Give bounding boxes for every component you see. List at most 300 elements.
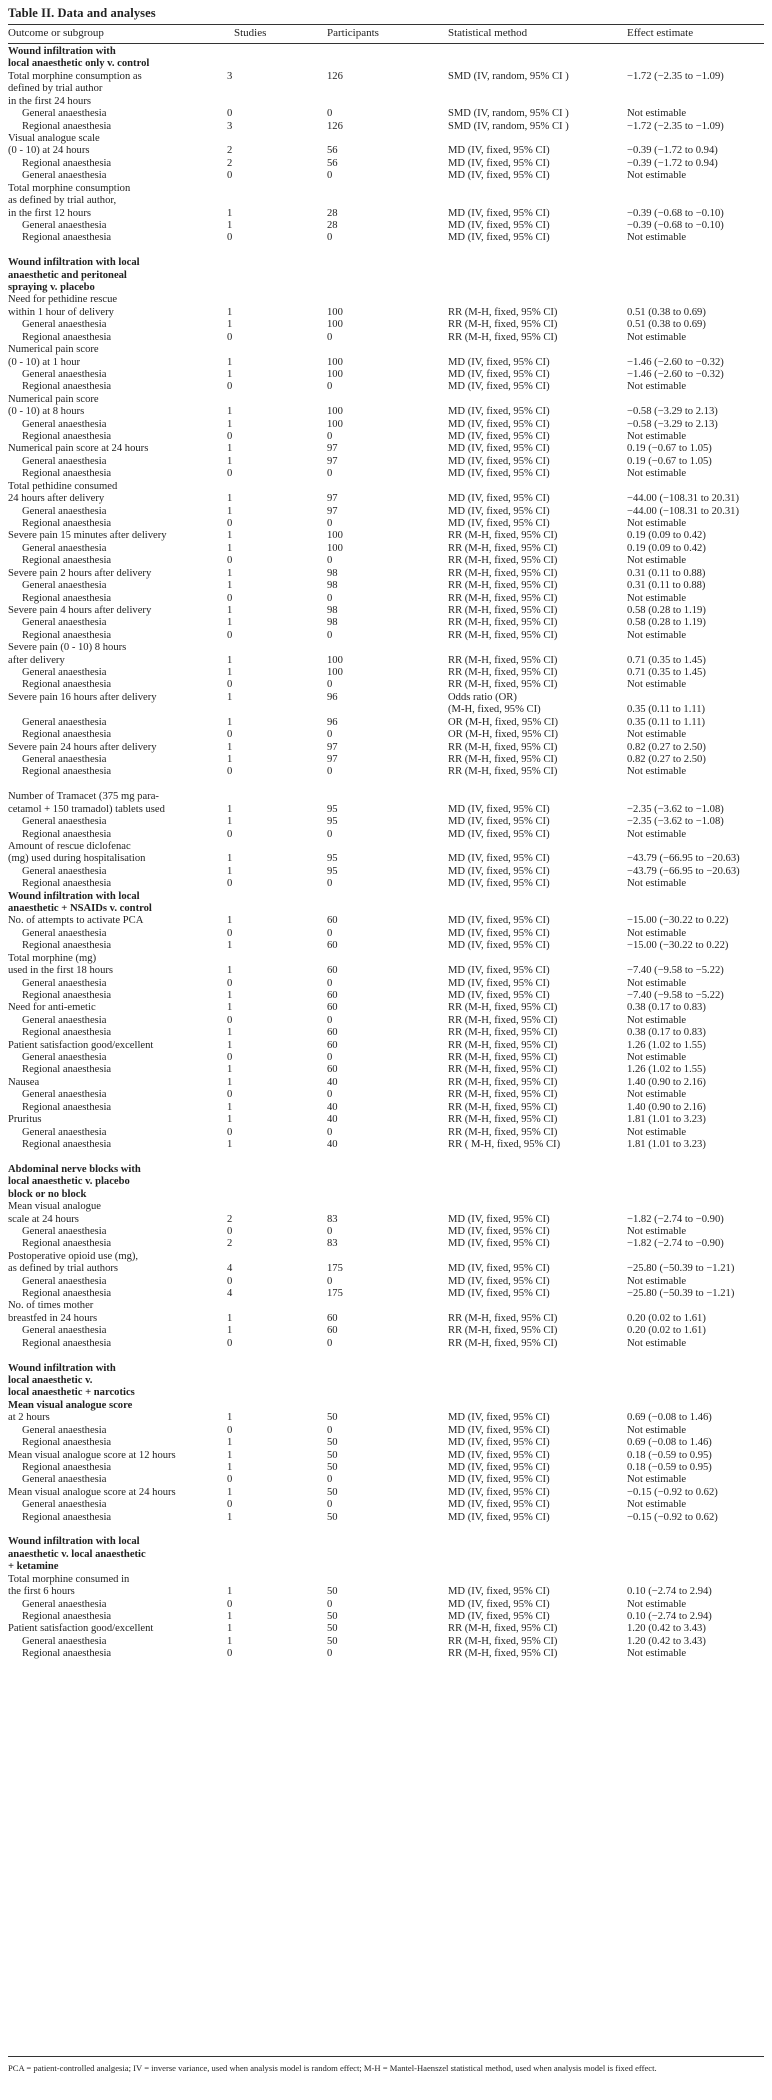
method-cell: MD (IV, fixed, 95% CI) bbox=[448, 1225, 550, 1237]
outcome-cell: Mean visual analogue bbox=[8, 1201, 101, 1213]
studies-cell: 1 bbox=[227, 1039, 233, 1051]
table-row bbox=[0, 965, 772, 978]
participants-cell: 97 bbox=[327, 493, 338, 505]
studies-cell: 1 bbox=[227, 356, 233, 368]
outcome-cell: Amount of rescue diclofenac bbox=[8, 840, 131, 852]
method-cell: RR (M-H, fixed, 95% CI) bbox=[448, 1014, 558, 1026]
estimate-cell: Not estimable bbox=[627, 729, 687, 741]
estimate-cell: 0.82 (0.27 to 2.50) bbox=[627, 753, 706, 765]
estimate-cell: −2.35 (−3.62 to −1.08) bbox=[627, 803, 724, 815]
studies-cell: 1 bbox=[227, 567, 233, 579]
method-cell: MD (IV, fixed, 95% CI) bbox=[448, 381, 550, 393]
estimate-cell: −1.82 (−2.74 to −0.90) bbox=[627, 1213, 724, 1225]
participants-cell: 0 bbox=[327, 1089, 333, 1101]
table-row bbox=[0, 655, 772, 668]
table-row bbox=[0, 1325, 772, 1338]
participants-cell: 0 bbox=[327, 108, 333, 120]
estimate-cell: −1.72 (−2.35 to −1.09) bbox=[627, 70, 724, 82]
outcome-cell: as defined by trial author, bbox=[8, 195, 117, 206]
participants-cell: 40 bbox=[327, 1139, 338, 1150]
table-row bbox=[0, 443, 772, 456]
participants-cell: 0 bbox=[327, 431, 333, 442]
table-row bbox=[0, 121, 772, 134]
table-row bbox=[0, 1238, 772, 1251]
studies-cell: 0 bbox=[227, 1275, 233, 1287]
method-cell: MD (IV, fixed, 95% CI) bbox=[448, 455, 550, 467]
estimate-cell: Not estimable bbox=[627, 1337, 687, 1349]
participants-cell: 50 bbox=[327, 1412, 338, 1424]
participants-cell: 0 bbox=[327, 1424, 333, 1436]
table-row bbox=[0, 1139, 772, 1152]
participants-cell: 175 bbox=[327, 1288, 343, 1299]
outcome-cell: No. of attempts to activate PCA bbox=[8, 915, 144, 927]
outcome-cell: General anaesthesia bbox=[22, 505, 107, 517]
method-cell: MD (IV, fixed, 95% CI) bbox=[448, 1486, 550, 1498]
method-cell: MD (IV, fixed, 95% CI) bbox=[448, 207, 550, 219]
method-cell: MD (IV, fixed, 95% CI) bbox=[448, 977, 550, 989]
method-cell: MD (IV, fixed, 95% CI) bbox=[448, 468, 550, 480]
table-title: Table II. Data and analyses bbox=[8, 6, 156, 20]
outcome-cell: Postoperative opioid use (mg), bbox=[8, 1250, 139, 1262]
participants-cell: 126 bbox=[327, 70, 343, 82]
participants-cell: 56 bbox=[327, 157, 338, 169]
section-heading-row bbox=[0, 891, 772, 904]
participants-cell: 0 bbox=[327, 1014, 333, 1026]
studies-cell: 1 bbox=[227, 580, 233, 592]
table-row bbox=[0, 1338, 772, 1351]
participants-cell: 50 bbox=[327, 1461, 338, 1473]
outcome-cell: Regional anaesthesia bbox=[22, 1139, 112, 1150]
studies-cell: 0 bbox=[227, 1648, 233, 1660]
outcome-cell: Mean visual analogue score bbox=[8, 1399, 133, 1411]
studies-cell: 0 bbox=[227, 331, 233, 343]
outcome-cell: General anaesthesia bbox=[22, 108, 107, 120]
table-row bbox=[0, 692, 772, 705]
table-row bbox=[0, 580, 772, 593]
outcome-cell: General anaesthesia bbox=[22, 542, 107, 554]
estimate-cell: 1.81 (1.01 to 3.23) bbox=[627, 1139, 706, 1150]
method-cell: SMD (IV, random, 95% CI ) bbox=[448, 108, 569, 120]
table-row bbox=[0, 742, 772, 755]
participants-cell: 0 bbox=[327, 977, 333, 989]
estimate-cell: 0.31 (0.11 to 0.88) bbox=[627, 580, 706, 592]
estimate-cell: 0.10 (−2.74 to 2.94) bbox=[627, 1610, 712, 1622]
participants-cell: 50 bbox=[327, 1586, 338, 1598]
estimate-cell: 0.18 (−0.59 to 0.95) bbox=[627, 1449, 712, 1461]
table-row bbox=[0, 419, 772, 432]
estimate-cell: 0.35 (0.11 to 1.11) bbox=[627, 716, 706, 728]
col-header-outcome: Outcome or subgroup bbox=[8, 27, 104, 39]
estimate-cell: 1.26 (1.02 to 1.55) bbox=[627, 1064, 706, 1076]
participants-cell: 0 bbox=[327, 766, 333, 778]
method-cell: MD (IV, fixed, 95% CI) bbox=[448, 1213, 550, 1225]
table-row bbox=[0, 307, 772, 320]
participants-cell: 40 bbox=[327, 1076, 338, 1088]
participants-cell: 97 bbox=[327, 443, 338, 455]
outcome-cell: General anaesthesia bbox=[22, 977, 107, 989]
table-row bbox=[0, 518, 772, 531]
table-row bbox=[0, 990, 772, 1003]
method-cell: SMD (IV, random, 95% CI ) bbox=[448, 120, 569, 132]
estimate-cell: −0.39 (−1.72 to 0.94) bbox=[627, 145, 718, 157]
table-row bbox=[0, 1636, 772, 1649]
method-cell: RR (M-H, fixed, 95% CI) bbox=[448, 1635, 558, 1647]
participants-cell: 100 bbox=[327, 306, 343, 318]
estimate-cell: −43.79 (−66.95 to −20.63) bbox=[627, 853, 740, 865]
method-cell: MD (IV, fixed, 95% CI) bbox=[448, 1499, 550, 1511]
table-row bbox=[0, 1313, 772, 1326]
studies-cell: 2 bbox=[227, 145, 233, 157]
studies-cell: 0 bbox=[227, 1014, 233, 1026]
studies-cell: 1 bbox=[227, 443, 233, 455]
outcome-cell: in the first 12 hours bbox=[8, 207, 91, 219]
outcome-cell: Regional anaesthesia bbox=[22, 1238, 112, 1250]
outcome-cell: Regional anaesthesia bbox=[22, 1437, 112, 1448]
estimate-cell: Not estimable bbox=[627, 878, 687, 890]
table-row bbox=[0, 1574, 772, 1587]
outcome-cell: local anaesthetic + narcotics bbox=[8, 1387, 135, 1399]
estimate-cell: Not estimable bbox=[627, 1648, 687, 1660]
participants-cell: 97 bbox=[327, 741, 338, 753]
participants-cell: 0 bbox=[327, 1648, 333, 1660]
outcome-cell: Total pethidine consumed bbox=[8, 480, 118, 492]
studies-cell: 1 bbox=[227, 915, 233, 927]
method-cell: MD (IV, fixed, 95% CI) bbox=[448, 145, 550, 157]
estimate-cell: −0.39 (−1.72 to 0.94) bbox=[627, 157, 718, 169]
outcome-cell: Regional anaesthesia bbox=[22, 878, 112, 890]
studies-cell: 0 bbox=[227, 381, 233, 393]
method-cell: MD (IV, fixed, 95% CI) bbox=[448, 1474, 550, 1486]
studies-cell: 0 bbox=[227, 1225, 233, 1237]
estimate-cell: Not estimable bbox=[627, 629, 687, 641]
outcome-cell: Regional anaesthesia bbox=[22, 232, 112, 244]
method-cell: MD (IV, fixed, 95% CI) bbox=[448, 940, 550, 952]
participants-cell: 0 bbox=[327, 878, 333, 890]
estimate-cell: 0.82 (0.27 to 2.50) bbox=[627, 741, 706, 753]
table-row bbox=[0, 978, 772, 991]
method-cell: RR (M-H, fixed, 95% CI) bbox=[448, 331, 558, 343]
table-row bbox=[0, 593, 772, 606]
outcome-cell: Regional anaesthesia bbox=[22, 468, 112, 480]
col-header-studies: Studies bbox=[234, 27, 267, 39]
table-row bbox=[0, 493, 772, 506]
table-row bbox=[0, 344, 772, 357]
outcome-cell: (0 - 10) at 24 hours bbox=[8, 145, 90, 157]
outcome-cell: after delivery bbox=[8, 654, 65, 666]
participants-cell: 100 bbox=[327, 356, 343, 368]
estimate-cell: 0.19 (−0.67 to 1.05) bbox=[627, 443, 712, 455]
outcome-cell: Need for anti-emetic bbox=[8, 1002, 96, 1014]
participants-cell: 100 bbox=[327, 654, 343, 666]
participants-cell: 95 bbox=[327, 816, 338, 827]
table-row bbox=[0, 1127, 772, 1140]
outcome-cell: Severe pain 15 minutes after delivery bbox=[8, 530, 167, 542]
studies-cell: 1 bbox=[227, 418, 233, 430]
outcome-cell: anaesthetic v. local anaesthetic bbox=[8, 1548, 146, 1560]
method-cell: RR (M-H, fixed, 95% CI) bbox=[448, 1101, 558, 1113]
section-heading-row bbox=[0, 1387, 772, 1400]
method-cell: MD (IV, fixed, 95% CI) bbox=[448, 1586, 550, 1598]
table-row bbox=[0, 319, 772, 332]
outcome-cell: Regional anaesthesia bbox=[22, 1461, 112, 1473]
participants-cell: 60 bbox=[327, 915, 338, 927]
method-cell: RR (M-H, fixed, 95% CI) bbox=[448, 679, 558, 691]
table-row bbox=[0, 220, 772, 233]
estimate-cell: 1.40 (0.90 to 2.16) bbox=[627, 1076, 706, 1088]
studies-cell: 1 bbox=[227, 1635, 233, 1647]
table-row bbox=[0, 1015, 772, 1028]
outcome-cell: General anaesthesia bbox=[22, 1424, 107, 1436]
table-row bbox=[0, 456, 772, 469]
estimate-cell: −43.79 (−66.95 to −20.63) bbox=[627, 865, 740, 877]
outcome-cell: Regional anaesthesia bbox=[22, 1101, 112, 1113]
studies-cell: 0 bbox=[227, 766, 233, 778]
section-heading-row bbox=[0, 282, 772, 295]
bottom-rule bbox=[8, 2056, 764, 2057]
estimate-cell: 0.58 (0.28 to 1.19) bbox=[627, 617, 706, 629]
estimate-cell: 0.71 (0.35 to 1.45) bbox=[627, 654, 706, 666]
studies-cell: 1 bbox=[227, 1449, 233, 1461]
studies-cell: 1 bbox=[227, 1002, 233, 1014]
outcome-cell: General anaesthesia bbox=[22, 617, 107, 629]
method-cell: RR (M-H, fixed, 95% CI) bbox=[448, 1623, 558, 1635]
outcome-cell: Pruritus bbox=[8, 1114, 42, 1126]
table-row bbox=[0, 1077, 772, 1090]
outcome-cell: Number of Tramacet (375 mg para- bbox=[8, 791, 159, 803]
studies-cell: 2 bbox=[227, 1213, 233, 1225]
method-cell: MD (IV, fixed, 95% CI) bbox=[448, 443, 550, 455]
studies-cell: 1 bbox=[227, 406, 233, 418]
outcome-cell: Wound infiltration with local bbox=[8, 257, 140, 269]
studies-cell: 1 bbox=[227, 1114, 233, 1126]
outcome-cell: within 1 hour of delivery bbox=[8, 306, 114, 318]
outcome-cell: General anaesthesia bbox=[22, 816, 107, 827]
table-row bbox=[0, 108, 772, 121]
table-row bbox=[0, 928, 772, 941]
estimate-cell: 0.38 (0.17 to 0.83) bbox=[627, 1027, 706, 1039]
method-cell: MD (IV, fixed, 95% CI) bbox=[448, 1610, 550, 1622]
studies-cell: 1 bbox=[227, 617, 233, 629]
table-row bbox=[0, 853, 772, 866]
participants-cell: 96 bbox=[327, 716, 338, 728]
estimate-cell: 0.58 (0.28 to 1.19) bbox=[627, 604, 706, 616]
outcome-cell: breastfed in 24 hours bbox=[8, 1312, 98, 1324]
table-row bbox=[0, 1599, 772, 1612]
estimate-cell: Not estimable bbox=[627, 766, 687, 778]
studies-cell: 1 bbox=[227, 219, 233, 231]
method-cell: MD (IV, fixed, 95% CI) bbox=[448, 878, 550, 890]
method-cell: RR (M-H, fixed, 95% CI) bbox=[448, 567, 558, 579]
method-cell: MD (IV, fixed, 95% CI) bbox=[448, 828, 550, 840]
outcome-cell: Wound infiltration with bbox=[8, 1362, 116, 1374]
method-cell: RR (M-H, fixed, 95% CI) bbox=[448, 1052, 558, 1063]
estimate-cell: Not estimable bbox=[627, 679, 687, 691]
table-row bbox=[0, 878, 772, 891]
estimate-cell: −0.58 (−3.29 to 2.13) bbox=[627, 406, 718, 418]
estimate-cell: −25.80 (−50.39 to −1.21) bbox=[627, 1263, 735, 1275]
estimate-cell: Not estimable bbox=[627, 1598, 687, 1610]
studies-cell: 1 bbox=[227, 816, 233, 827]
outcome-cell: local anaesthetic v. placebo bbox=[8, 1176, 130, 1188]
estimate-cell: Not estimable bbox=[627, 592, 687, 604]
estimate-cell: −0.58 (−3.29 to 2.13) bbox=[627, 418, 718, 430]
method-cell: MD (IV, fixed, 95% CI) bbox=[448, 1288, 550, 1299]
table-row bbox=[0, 642, 772, 655]
method-cell: RR (M-H, fixed, 95% CI) bbox=[448, 1312, 558, 1324]
outcome-cell: General anaesthesia bbox=[22, 1014, 107, 1026]
outcome-cell: General anaesthesia bbox=[22, 1325, 107, 1337]
outcome-cell: Numerical pain score at 24 hours bbox=[8, 443, 149, 455]
section-heading-row bbox=[0, 58, 772, 71]
outcome-cell: local anaesthetic only v. control bbox=[8, 58, 150, 70]
table-row bbox=[0, 791, 772, 804]
table-row bbox=[0, 394, 772, 407]
table-row bbox=[0, 381, 772, 394]
studies-cell: 0 bbox=[227, 232, 233, 244]
method-cell: MD (IV, fixed, 95% CI) bbox=[448, 965, 550, 977]
method-cell: OR (M-H, fixed, 95% CI) bbox=[448, 716, 559, 728]
outcome-cell: Regional anaesthesia bbox=[22, 1648, 112, 1660]
estimate-cell: Not estimable bbox=[627, 1474, 687, 1486]
estimate-cell: −44.00 (−108.31 to 20.31) bbox=[627, 505, 739, 517]
participants-cell: 98 bbox=[327, 567, 338, 579]
table-row bbox=[0, 1350, 772, 1363]
participants-cell: 0 bbox=[327, 1126, 333, 1138]
participants-cell: 100 bbox=[327, 667, 343, 678]
outcome-cell: Regional anaesthesia bbox=[22, 1027, 112, 1039]
section-heading-row bbox=[0, 1400, 772, 1413]
estimate-cell: Not estimable bbox=[627, 977, 687, 989]
participants-cell: 50 bbox=[327, 1610, 338, 1622]
participants-cell: 0 bbox=[327, 1225, 333, 1237]
studies-cell: 0 bbox=[227, 592, 233, 604]
studies-cell: 0 bbox=[227, 977, 233, 989]
estimate-cell: −2.35 (−3.62 to −1.08) bbox=[627, 816, 724, 827]
participants-cell: 0 bbox=[327, 232, 333, 244]
estimate-cell: 0.35 (0.11 to 1.11) bbox=[627, 704, 706, 716]
outcome-cell: No. of times mother bbox=[8, 1300, 94, 1312]
outcome-cell: Severe pain 4 hours after delivery bbox=[8, 604, 152, 616]
studies-cell: 1 bbox=[227, 530, 233, 542]
section-heading-row bbox=[0, 46, 772, 59]
estimate-cell: −1.82 (−2.74 to −0.90) bbox=[627, 1238, 724, 1250]
participants-cell: 0 bbox=[327, 1499, 333, 1511]
method-cell: (M-H, fixed, 95% CI) bbox=[448, 704, 541, 716]
studies-cell: 1 bbox=[227, 1486, 233, 1498]
table-row bbox=[0, 530, 772, 543]
participants-cell: 28 bbox=[327, 207, 338, 219]
studies-cell: 0 bbox=[227, 518, 233, 529]
method-cell: MD (IV, fixed, 95% CI) bbox=[448, 418, 550, 430]
method-cell: MD (IV, fixed, 95% CI) bbox=[448, 1598, 550, 1610]
outcome-cell: (0 - 10) at 1 hour bbox=[8, 356, 81, 368]
table-row bbox=[0, 1052, 772, 1065]
method-cell: MD (IV, fixed, 95% CI) bbox=[448, 1412, 550, 1424]
participants-cell: 60 bbox=[327, 989, 338, 1001]
estimate-cell: 0.20 (0.02 to 1.61) bbox=[627, 1312, 706, 1324]
table-row bbox=[0, 369, 772, 382]
studies-cell: 4 bbox=[227, 1263, 233, 1275]
table-row bbox=[0, 1002, 772, 1015]
table-row bbox=[0, 816, 772, 829]
outcome-cell: the first 6 hours bbox=[8, 1586, 75, 1598]
participants-cell: 60 bbox=[327, 1039, 338, 1051]
outcome-cell: scale at 24 hours bbox=[8, 1213, 79, 1225]
outcome-cell: used in the first 18 hours bbox=[8, 965, 114, 977]
participants-cell: 100 bbox=[327, 319, 343, 331]
participants-cell: 0 bbox=[327, 1052, 333, 1063]
section-heading-row bbox=[0, 1176, 772, 1189]
outcome-cell: General anaesthesia bbox=[22, 319, 107, 331]
estimate-cell: Not estimable bbox=[627, 1424, 687, 1436]
estimate-cell: Not estimable bbox=[627, 108, 687, 120]
col-header-effect-estimate: Effect estimate bbox=[627, 27, 694, 39]
participants-cell: 0 bbox=[327, 468, 333, 480]
section-heading-row bbox=[0, 1375, 772, 1388]
studies-cell: 1 bbox=[227, 965, 233, 977]
method-cell: MD (IV, fixed, 95% CI) bbox=[448, 1461, 550, 1473]
method-cell: MD (IV, fixed, 95% CI) bbox=[448, 1238, 550, 1250]
studies-cell: 0 bbox=[227, 1337, 233, 1349]
estimate-cell: −15.00 (−30.22 to 0.22) bbox=[627, 915, 729, 927]
section-heading-row bbox=[0, 1536, 772, 1549]
method-cell: RR (M-H, fixed, 95% CI) bbox=[448, 1002, 558, 1014]
participants-cell: 97 bbox=[327, 455, 338, 467]
outcome-cell: (mg) used during hospitalisation bbox=[8, 853, 146, 865]
outcome-cell: Regional anaesthesia bbox=[22, 989, 112, 1001]
studies-cell: 1 bbox=[227, 306, 233, 318]
outcome-cell: Visual analogue scale bbox=[8, 132, 100, 144]
estimate-cell: Not estimable bbox=[627, 381, 687, 393]
method-cell: MD (IV, fixed, 95% CI) bbox=[448, 816, 550, 827]
studies-cell: 0 bbox=[227, 108, 233, 120]
studies-cell: 0 bbox=[227, 679, 233, 691]
outcome-cell: General anaesthesia bbox=[22, 1089, 107, 1101]
studies-cell: 0 bbox=[227, 468, 233, 480]
method-cell: RR (M-H, fixed, 95% CI) bbox=[448, 654, 558, 666]
participants-cell: 60 bbox=[327, 1312, 338, 1324]
outcome-cell: Wound infiltration with local bbox=[8, 1536, 140, 1548]
col-header-participants: Participants bbox=[327, 27, 379, 39]
studies-cell: 1 bbox=[227, 716, 233, 728]
method-cell: MD (IV, fixed, 95% CI) bbox=[448, 865, 550, 877]
method-cell: MD (IV, fixed, 95% CI) bbox=[448, 157, 550, 169]
participants-cell: 95 bbox=[327, 853, 338, 865]
participants-cell: 0 bbox=[327, 679, 333, 691]
col-header-statistical-method: Statistical method bbox=[448, 27, 528, 39]
table-row bbox=[0, 829, 772, 842]
estimate-cell: Not estimable bbox=[627, 468, 687, 480]
estimate-cell: −0.39 (−0.68 to −0.10) bbox=[627, 207, 724, 219]
method-cell: RR (M-H, fixed, 95% CI) bbox=[448, 766, 558, 778]
outcome-cell: Regional anaesthesia bbox=[22, 940, 112, 952]
table-row bbox=[0, 183, 772, 196]
outcome-cell: Regional anaesthesia bbox=[22, 157, 112, 169]
participants-cell: 0 bbox=[327, 828, 333, 840]
method-cell: MD (IV, fixed, 95% CI) bbox=[448, 1263, 550, 1275]
table-row bbox=[0, 431, 772, 444]
outcome-cell: Patient satisfaction good/excellent bbox=[8, 1623, 154, 1635]
method-cell: MD (IV, fixed, 95% CI) bbox=[448, 927, 550, 939]
table-row bbox=[0, 1300, 772, 1313]
estimate-cell: 0.69 (−0.08 to 1.46) bbox=[627, 1437, 712, 1448]
method-cell: RR (M-H, fixed, 95% CI) bbox=[448, 741, 558, 753]
method-cell: RR (M-H, fixed, 95% CI) bbox=[448, 319, 558, 331]
outcome-cell: General anaesthesia bbox=[22, 865, 107, 877]
studies-cell: 1 bbox=[227, 1139, 233, 1150]
participants-cell: 100 bbox=[327, 418, 343, 430]
estimate-cell: 0.20 (0.02 to 1.61) bbox=[627, 1325, 706, 1337]
